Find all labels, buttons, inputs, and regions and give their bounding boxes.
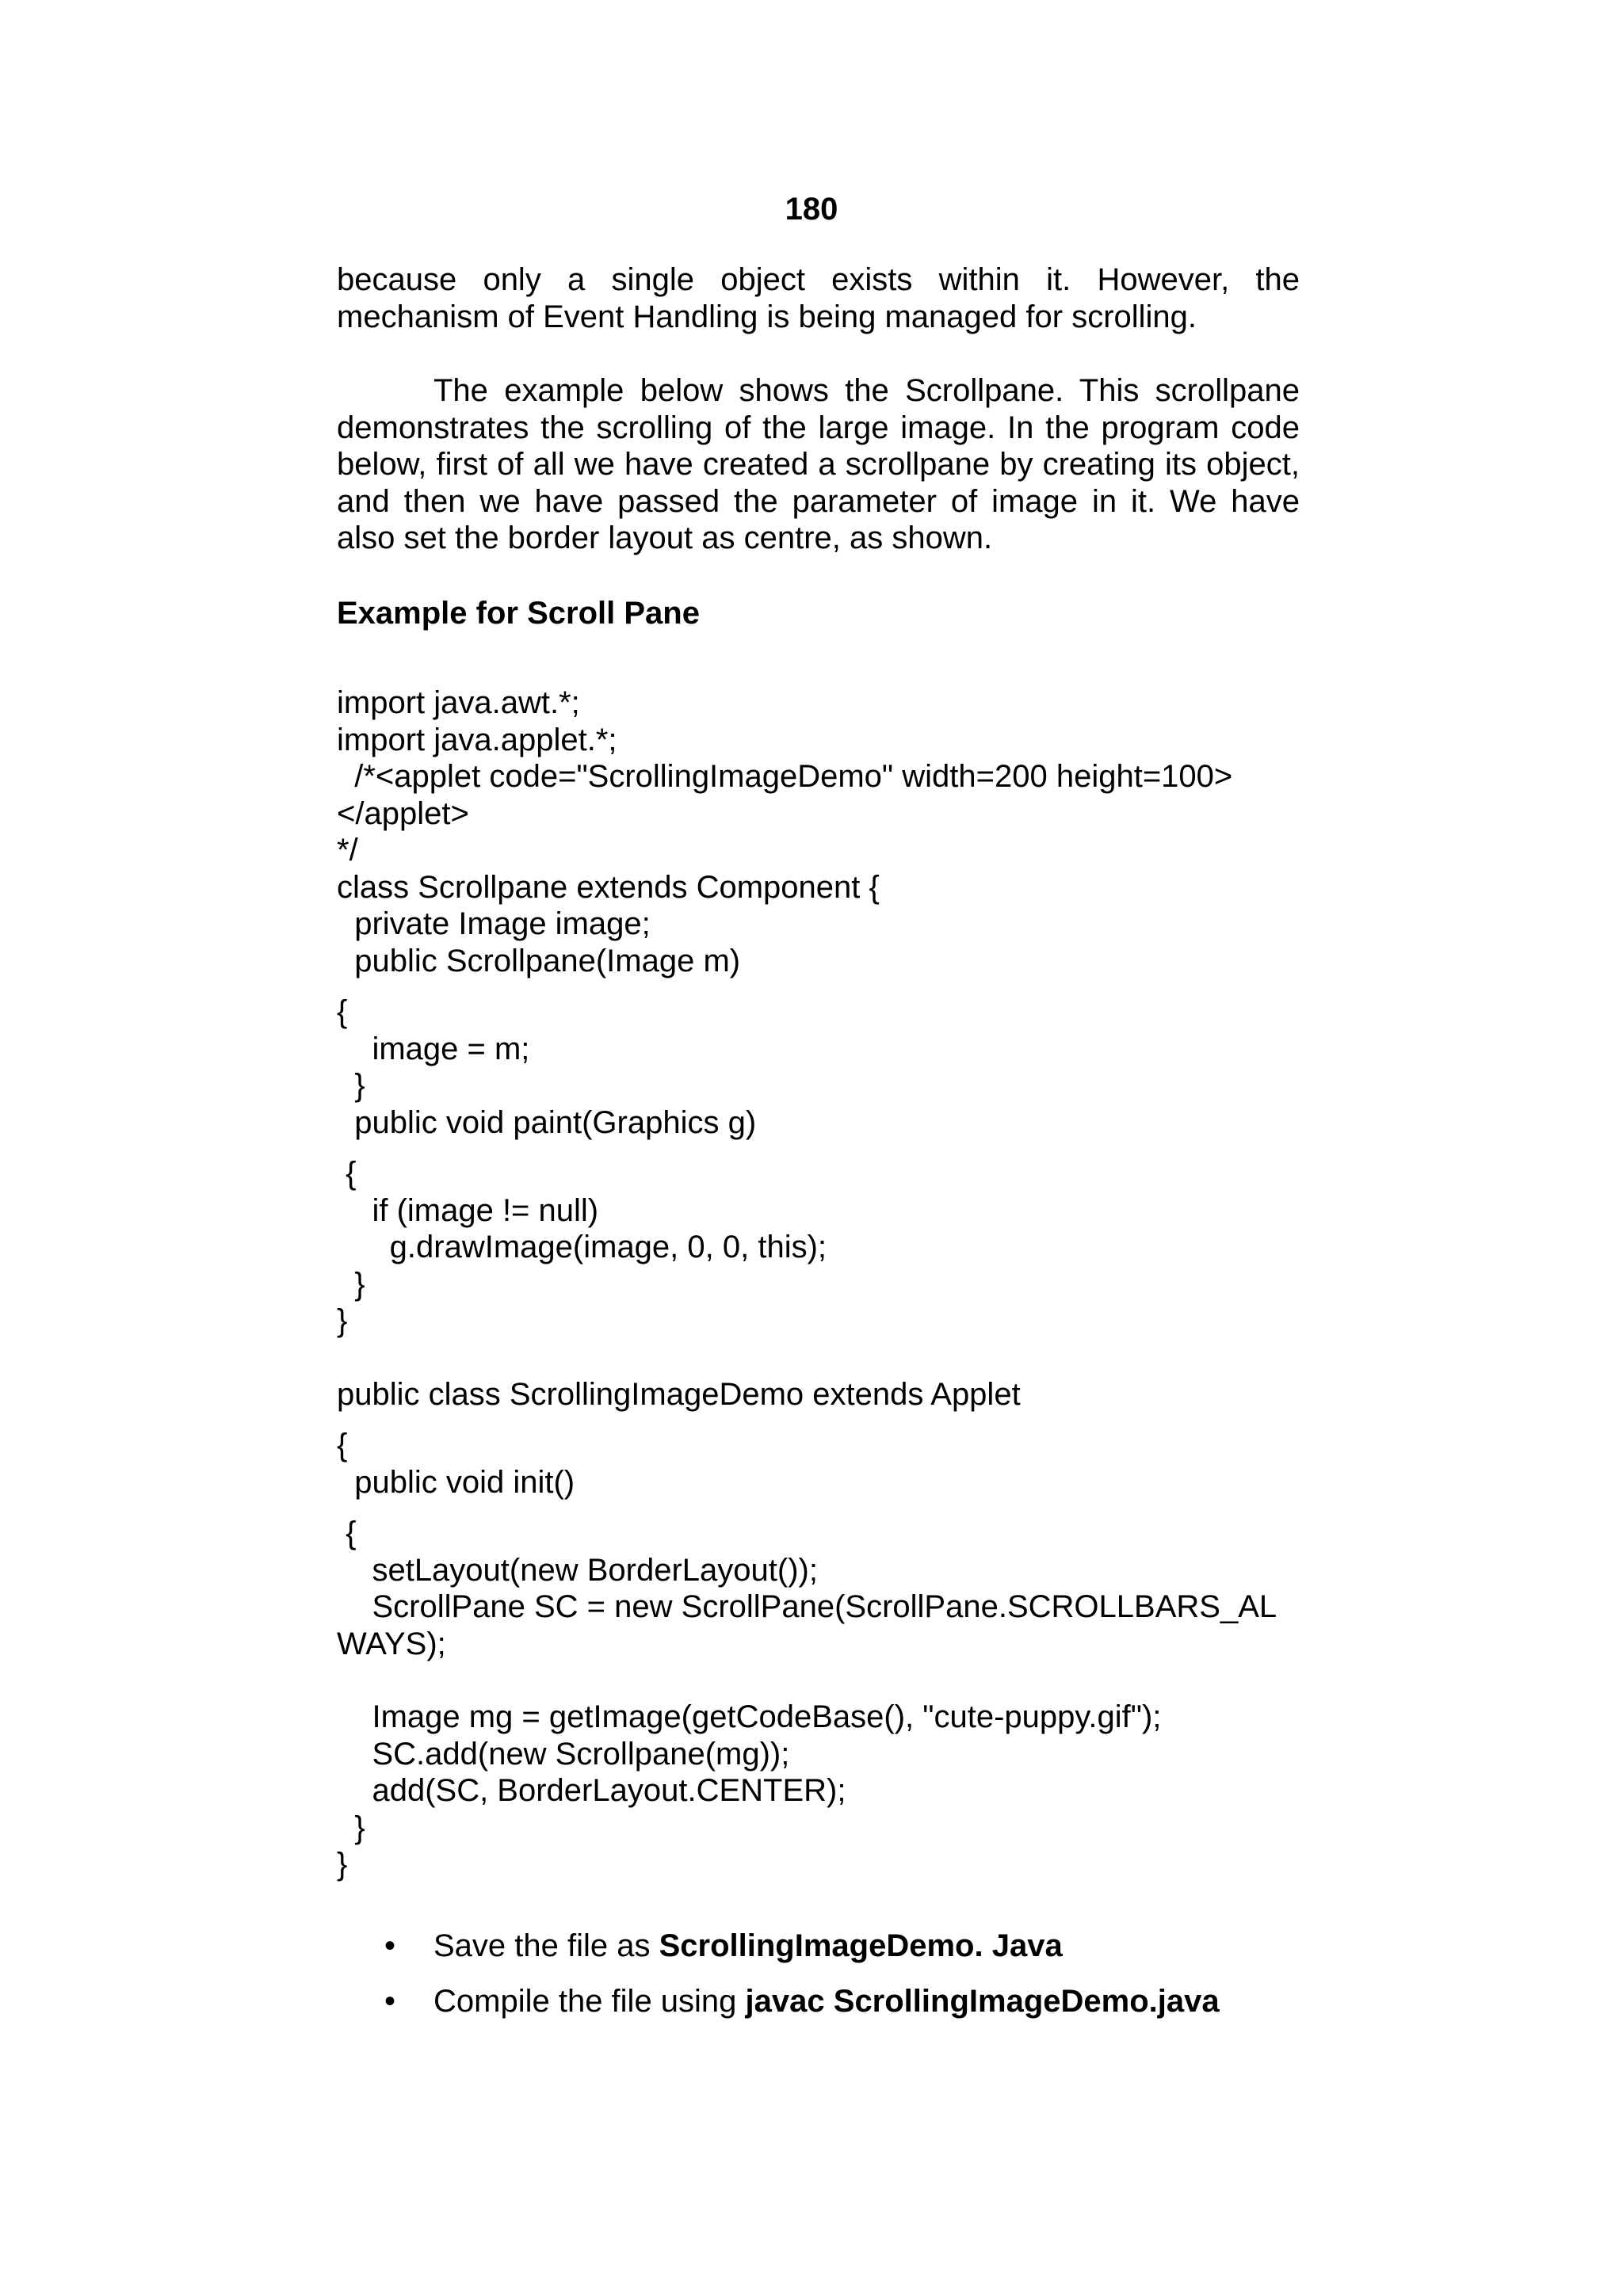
code-line: */ bbox=[337, 833, 358, 868]
bullet-icon: • bbox=[384, 1984, 396, 2019]
code-line: import java.applet.*; bbox=[337, 722, 617, 757]
code-line: } bbox=[337, 1847, 348, 1882]
page-number: 180 bbox=[785, 192, 838, 227]
bullet-bold-text: ScrollingImageDemo. Java bbox=[659, 1928, 1063, 1963]
code-line: image = m; bbox=[337, 1031, 530, 1066]
code-line: import java.awt.*; bbox=[337, 685, 580, 720]
bullet-bold-text: javac ScrollingImageDemo.java bbox=[745, 1984, 1220, 2019]
bullet-text: Save the file as bbox=[433, 1928, 659, 1963]
code-line: { bbox=[337, 994, 348, 1029]
code-line: } bbox=[337, 1068, 365, 1103]
code-line: } bbox=[337, 1303, 348, 1338]
code-line: public void paint(Graphics g) bbox=[337, 1104, 757, 1140]
code-line: Image mg = getImage(getCodeBase(), "cute-puppy.gif"); bbox=[337, 1699, 1162, 1734]
code-line: public void init() bbox=[337, 1464, 575, 1500]
code-line: { bbox=[337, 1428, 348, 1463]
code-line: </applet> bbox=[337, 795, 469, 831]
code-line: g.drawImage(image, 0, 0, this); bbox=[337, 1230, 827, 1264]
code-line: setLayout(new BorderLayout()); bbox=[337, 1552, 818, 1588]
code-line: SC.add(new Scrollpane(mg)); bbox=[337, 1736, 790, 1772]
section-heading: Example for Scroll Pane bbox=[337, 596, 700, 631]
code-line: WAYS); bbox=[337, 1626, 446, 1661]
code-line: } bbox=[337, 1810, 365, 1845]
code-line: { bbox=[337, 1156, 357, 1191]
list-item bbox=[337, 1982, 1446, 2020]
code-line: add(SC, BorderLayout.CENTER); bbox=[337, 1773, 846, 1808]
paragraph-continuation: because only a single object exists within it. However, the mechanism of Event Handling is being managed for scrolling. bbox=[337, 262, 1300, 334]
code-line: public class ScrollingImageDemo extends Applet bbox=[337, 1376, 1021, 1412]
heading-block bbox=[337, 594, 1300, 632]
code-line: if (image != null) bbox=[337, 1192, 599, 1228]
intro-paragraph-block bbox=[337, 261, 1300, 335]
list-item bbox=[337, 1927, 1446, 1965]
code-listing bbox=[337, 685, 1526, 1883]
code-line: class Scrollpane extends Component { bbox=[337, 869, 880, 905]
instruction-list bbox=[337, 1927, 1446, 2038]
code-line: ScrollPane SC = new ScrollPane(ScrollPane.SCROLLBARS_AL bbox=[337, 1589, 1277, 1624]
bullet-icon: • bbox=[384, 1928, 396, 1963]
code-line: { bbox=[337, 1516, 357, 1550]
example-description-block bbox=[337, 372, 1300, 557]
code-line: public Scrollpane(Image m) bbox=[337, 943, 741, 978]
code-line: private Image image; bbox=[337, 906, 651, 941]
code-line: /*<applet code="ScrollingImageDemo" width=200 height=100> bbox=[337, 759, 1233, 794]
code-line: } bbox=[337, 1266, 365, 1302]
paragraph-example-description: The example below shows the Scrollpane. This scrollpane demonstrates the scrolling of the large image. In the program code below, first of all we have created a scrollpane by creating its object, and then we have passed the parameter of image in it. We have also set the border layout as centre, as shown. bbox=[337, 373, 1300, 555]
bullet-text: Compile the file using bbox=[433, 1984, 746, 2019]
